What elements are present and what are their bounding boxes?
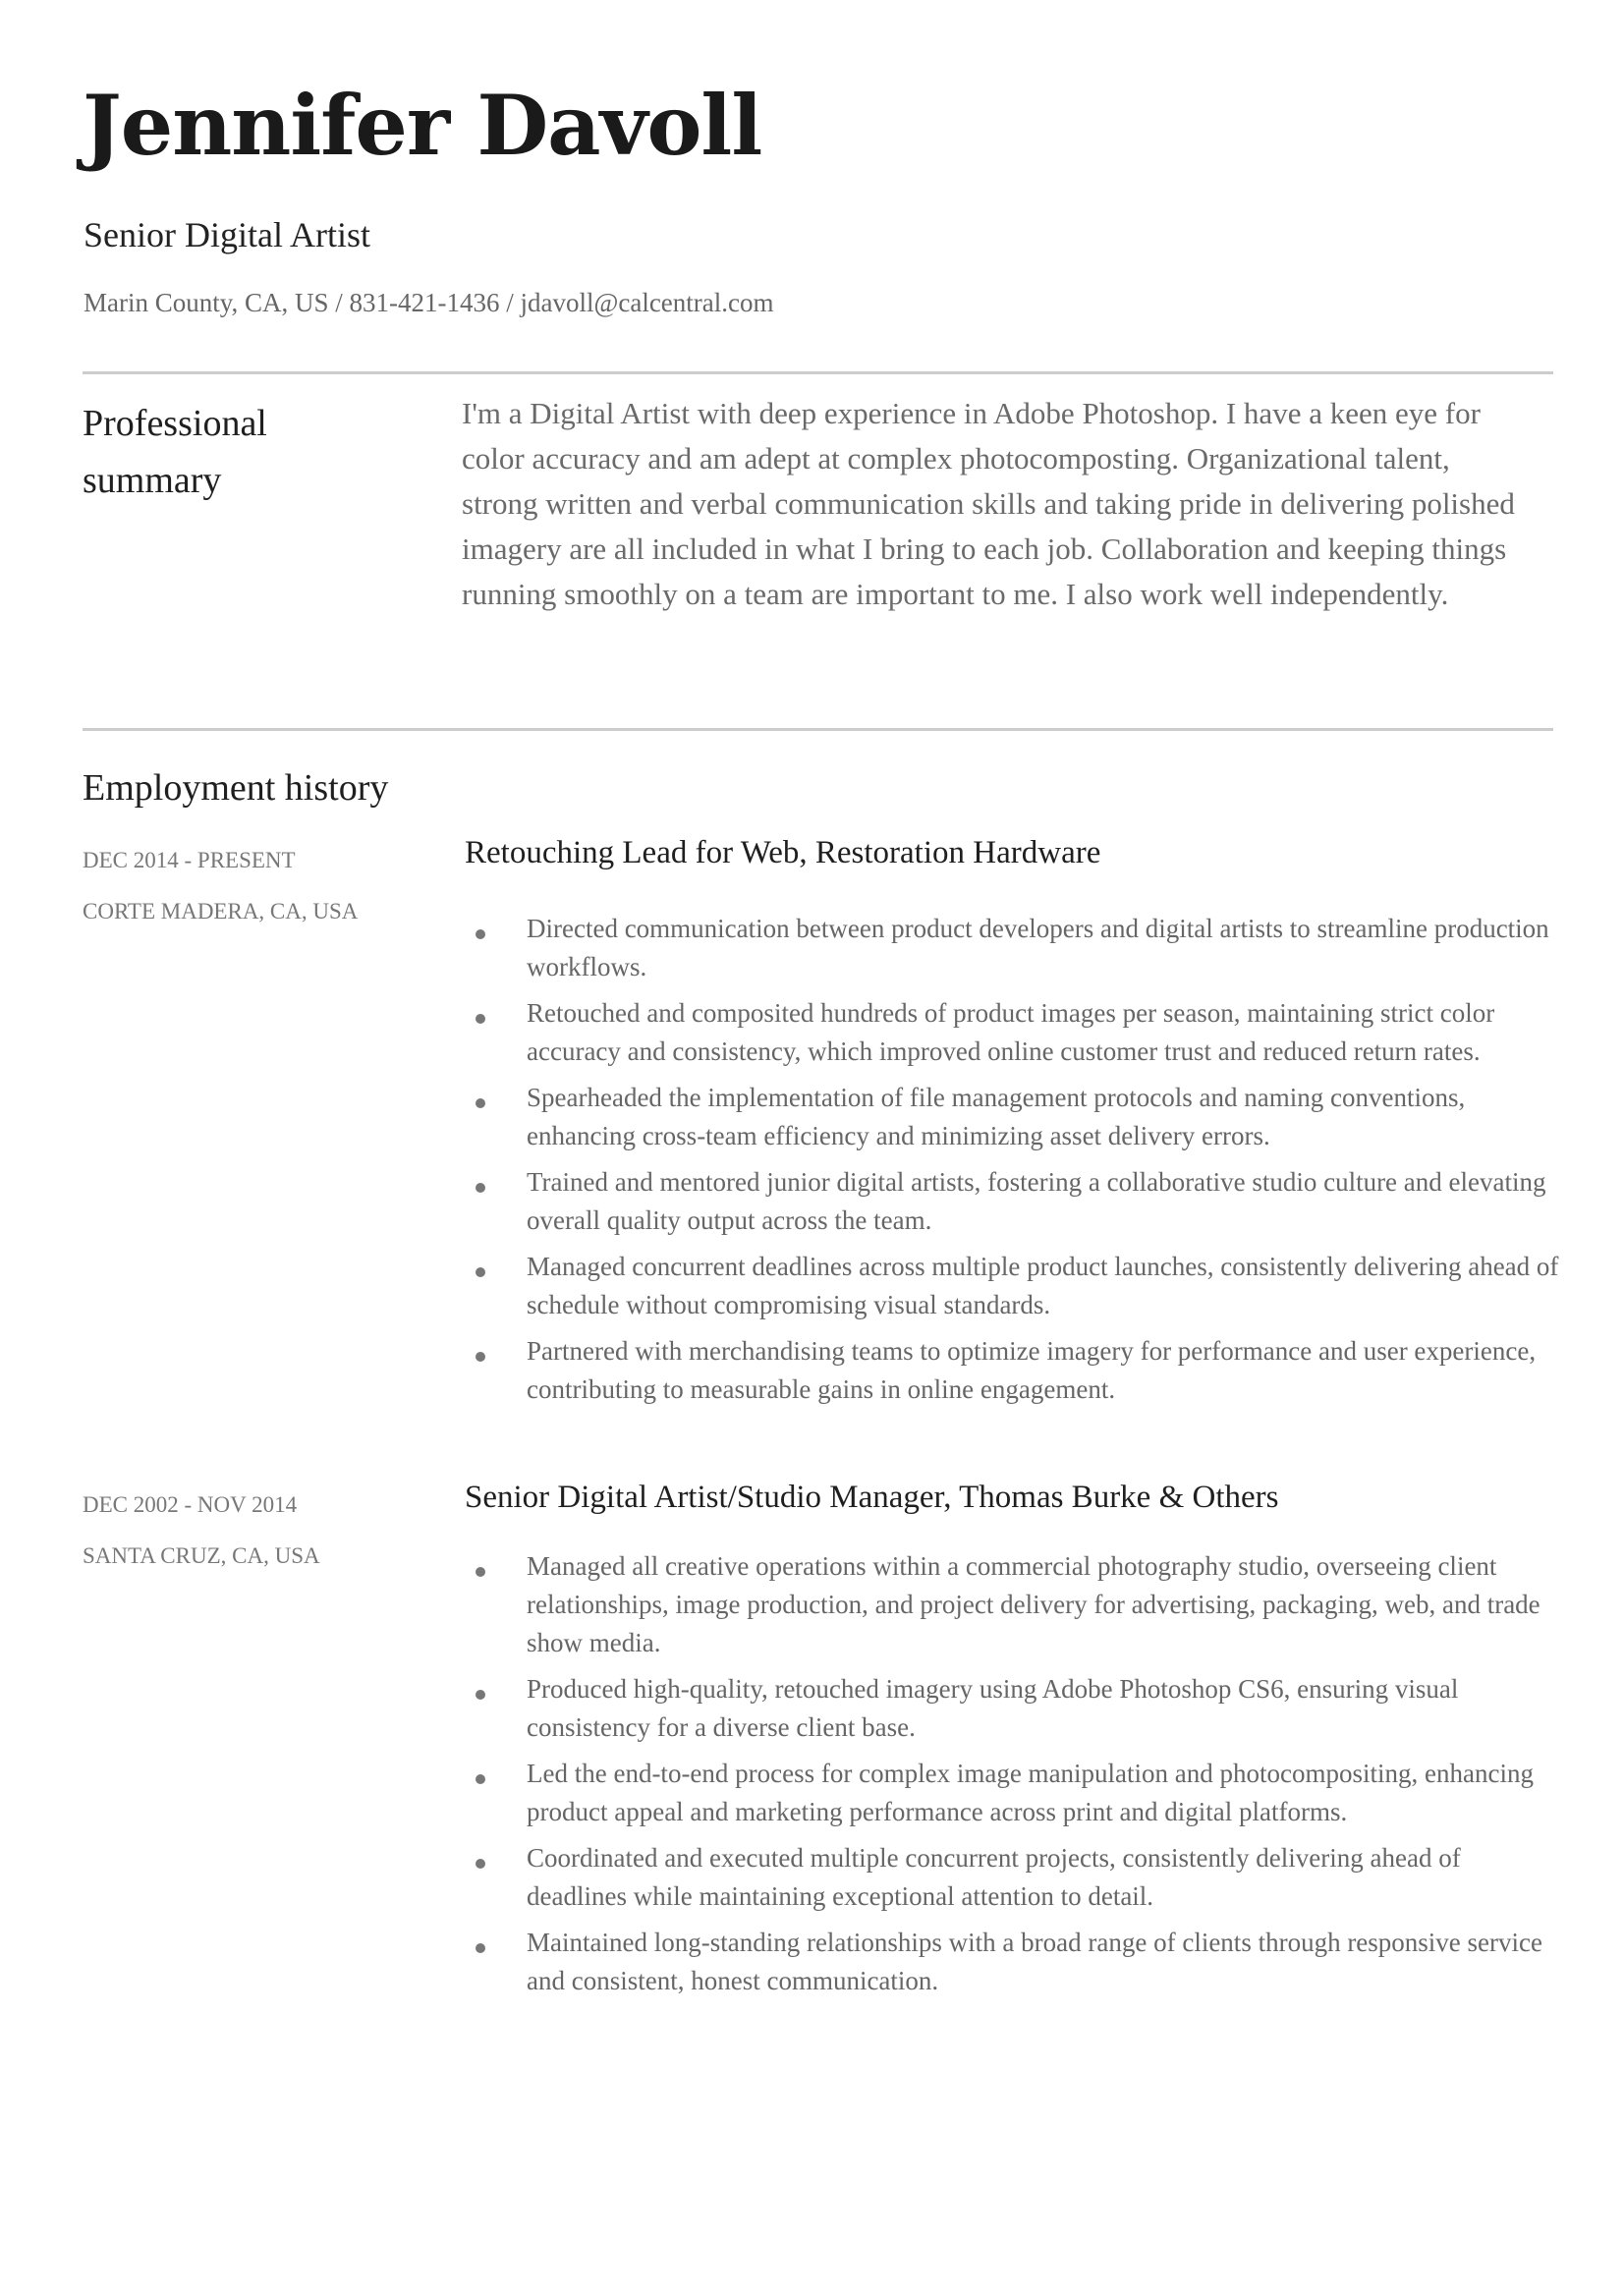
bullet-icon [476, 1774, 485, 1784]
list-item [472, 1248, 1562, 1324]
divider-middle [83, 728, 1553, 731]
bullet-text: Retouched and composited hundreds of product images per season, maintaining strict color accuracy and consistency, which improved online customer trust and reduced return rates. [527, 998, 1495, 1066]
list-item [472, 1670, 1562, 1747]
bullet-text: Led the end-to-end process for complex image manipulation and photocompositing, enhancing product appeal and marketing performance across print and digital platforms. [527, 1759, 1534, 1826]
bullet-icon [476, 1943, 485, 1953]
list-item [472, 1839, 1562, 1916]
list-item [472, 1079, 1562, 1155]
candidate-name: Jennifer Davoll [83, 77, 762, 174]
employment-label: Employment history [83, 767, 389, 809]
list-item [472, 1755, 1562, 1831]
bullet-icon [476, 929, 485, 939]
list-item [472, 1547, 1562, 1662]
contact-line: Marin County, CA, US / 831-421-1436 / jdavoll@calcentral.com [84, 288, 774, 317]
bullet-text: Managed concurrent deadlines across multiple product launches, consistently delivering ahead of schedule without compromising visual standards. [527, 1252, 1559, 1319]
job-heading: Senior Digital Artist/Studio Manager, Thomas Burke & Others [465, 1480, 1279, 1515]
summary-text: I'm a Digital Artist with deep experience in Adobe Photoshop. I have a keen eye for color accuracy and am adept at complex photocomposting. Organizational talent, strong written and verbal communication skills and taking pride in delivering polished imagery are all included in what I bring to each job. Collaboration and keeping things running smoothly on a team are important to me. I also work well independently. [462, 396, 1515, 611]
bullet-text: Managed all creative operations within a commercial photography studio, overseeing client relationships, image production, and project delivery for advertising, packaging, web, and trade show media. [527, 1551, 1540, 1657]
bullet-icon [476, 1098, 485, 1108]
job-1-bullet-list [472, 910, 1562, 1417]
list-item [472, 1332, 1562, 1409]
summary-label-line2: summary [83, 460, 222, 501]
list-item [472, 1163, 1562, 1240]
bullet-text: Trained and mentored junior digital artists, fostering a collaborative studio culture and elevating overall quality output across the team. [527, 1167, 1546, 1235]
bullet-icon [476, 1567, 485, 1577]
bullet-text: Maintained long-standing relationships with a broad range of clients through responsive service and consistent, honest communication. [527, 1928, 1542, 1995]
job-location: SANTA CRUZ, CA, USA [83, 1543, 320, 1568]
bullet-icon [476, 1183, 485, 1193]
bullet-text: Directed communication between product developers and digital artists to streamline production workflows. [527, 914, 1549, 981]
job-dates: DEC 2002 - NOV 2014 [83, 1492, 298, 1517]
job-heading: Retouching Lead for Web, Restoration Hardware [465, 835, 1101, 870]
bullet-text: Produced high-quality, retouched imagery using Adobe Photoshop CS6, ensuring visual consistency for a diverse client base. [527, 1674, 1459, 1742]
bullet-text: Coordinated and executed multiple concurrent projects, consistently delivering ahead of deadlines while maintaining exceptional attention to detail. [527, 1843, 1461, 1911]
job-1-meta [83, 835, 417, 937]
bullet-icon [476, 1267, 485, 1277]
bullet-icon [476, 1690, 485, 1700]
list-item [472, 1924, 1562, 2000]
bullet-text: Spearheaded the implementation of file management protocols and naming conventions, enhancing cross-team efficiency and minimizing asset delivery errors. [527, 1083, 1466, 1150]
job-2-meta [83, 1480, 417, 1582]
job-dates: DEC 2014 - PRESENT [83, 848, 296, 872]
job-2-bullet-list [472, 1547, 1562, 2008]
bullet-icon [476, 1859, 485, 1869]
bullet-icon [476, 1014, 485, 1024]
list-item [472, 910, 1562, 986]
bullet-icon [476, 1352, 485, 1362]
list-item [472, 994, 1562, 1071]
candidate-title: Senior Digital Artist [84, 215, 370, 254]
summary-label-line1: Professional [83, 403, 267, 444]
summary-label [83, 395, 267, 509]
bullet-text: Partnered with merchandising teams to optimize imagery for performance and user experience, contributing to measurable gains in online engagement. [527, 1336, 1537, 1404]
job-location: CORTE MADERA, CA, USA [83, 899, 359, 924]
divider-top [83, 371, 1553, 374]
